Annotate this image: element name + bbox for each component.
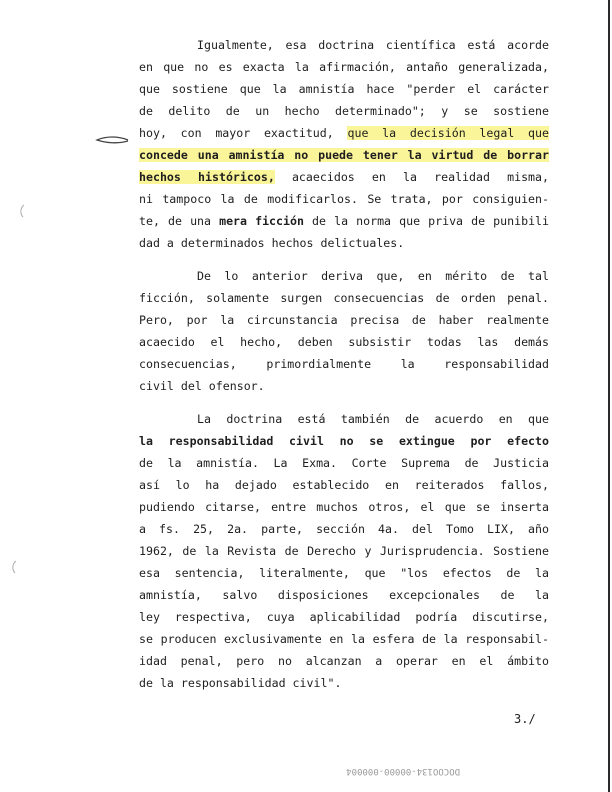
bates-stamp: DOCOO134-00000-000004 [346,766,460,776]
scan-speck-mark [18,204,26,218]
body-text-line: la responsabilidad civil no se extingue por efecto [139,434,549,448]
body-text-line: dad a determinados hechos delictuales. [139,236,405,250]
body-text-line: de la amnistía. La Exma. Corte Suprema de Justicia [139,456,549,470]
plain-text-span: te, de una [139,214,220,228]
highlighted-text-span: hechos históricos, [139,170,275,184]
body-text-line: pudiendo citarse, entre muchos otros, el que se inserta [139,500,549,514]
body-text-line [139,166,549,188]
plain-text-span: acaecidos en la realidad misma, [274,170,549,184]
scan-speck-mark [10,560,18,574]
body-text-line: 1962, de la Revista de Derecho y Jurisprudencia. Sostiene [139,544,549,558]
scan-edge-border [608,0,610,792]
body-text-line: ni tampoco la de modificarlos. Se trata, por consiguien- [139,192,549,206]
body-text-line: de la responsabilidad civil". [139,676,342,690]
body-text-line: de delito de un hecho determinado"; y se sostiene [139,104,549,118]
body-text-line: que sostiene que la amnistía hace "perder el carácter [139,82,549,96]
body-text-line: consecuencias, primordialmente la responsabilidad [139,357,549,371]
body-text-line: esa sentencia, literalmente, que "los efectos de la [139,566,549,580]
body-text-line: amnistía, salvo disposiciones excepcionales de la [139,588,549,602]
body-text-line: La doctrina está también de acuerdo en que [197,412,549,426]
body-text-line: civil del ofensor. [139,379,265,393]
body-text-line: ficción, solamente surgen consecuencias de orden penal. [139,291,549,305]
body-text-line: ley respectiva, cuya aplicabilidad podría discutirse, [139,610,549,624]
body-text-line: se producen exclusivamente en la esfera de la responsabil- [139,632,549,646]
plain-text-span: de la norma que priva de punibili [303,214,550,228]
body-text-line: acaecido el hecho, deben subsistir todas las demás [139,335,549,349]
body-text-line [139,210,549,232]
hand-drawn-arrow-icon [94,134,130,146]
body-text-line: en que no es exacta la afirmación, antaño generalizada, [139,60,549,74]
body-text-line [139,122,549,144]
body-text-line: De lo anterior deriva que, en mérito de tal [197,269,549,283]
highlighted-text-line [139,144,549,166]
body-text-line: Pero, por la circunstancia precisa de haber realmente [139,313,549,327]
page-number: 3./ [514,712,536,726]
body-text-line: así lo ha dejado establecido en reiterados fallos, [139,478,549,492]
highlighted-text-span: concede una amnistía no puede tener la virtud de borrar [139,148,549,162]
body-text-line: Igualmente, esa doctrina científica está acorde [197,38,549,52]
body-text-line: a fs. 25, 2a. parte, sección 4a. del Tomo LIX, año [139,522,549,536]
highlighted-text-span: que la decisión legal que [347,126,549,140]
bold-text-span: mera ficción [219,214,304,228]
body-text-line: idad penal, pero no alcanzan a operar en el ámbito [139,654,549,668]
plain-text-span: hoy, con mayor exactitud, [139,126,348,140]
